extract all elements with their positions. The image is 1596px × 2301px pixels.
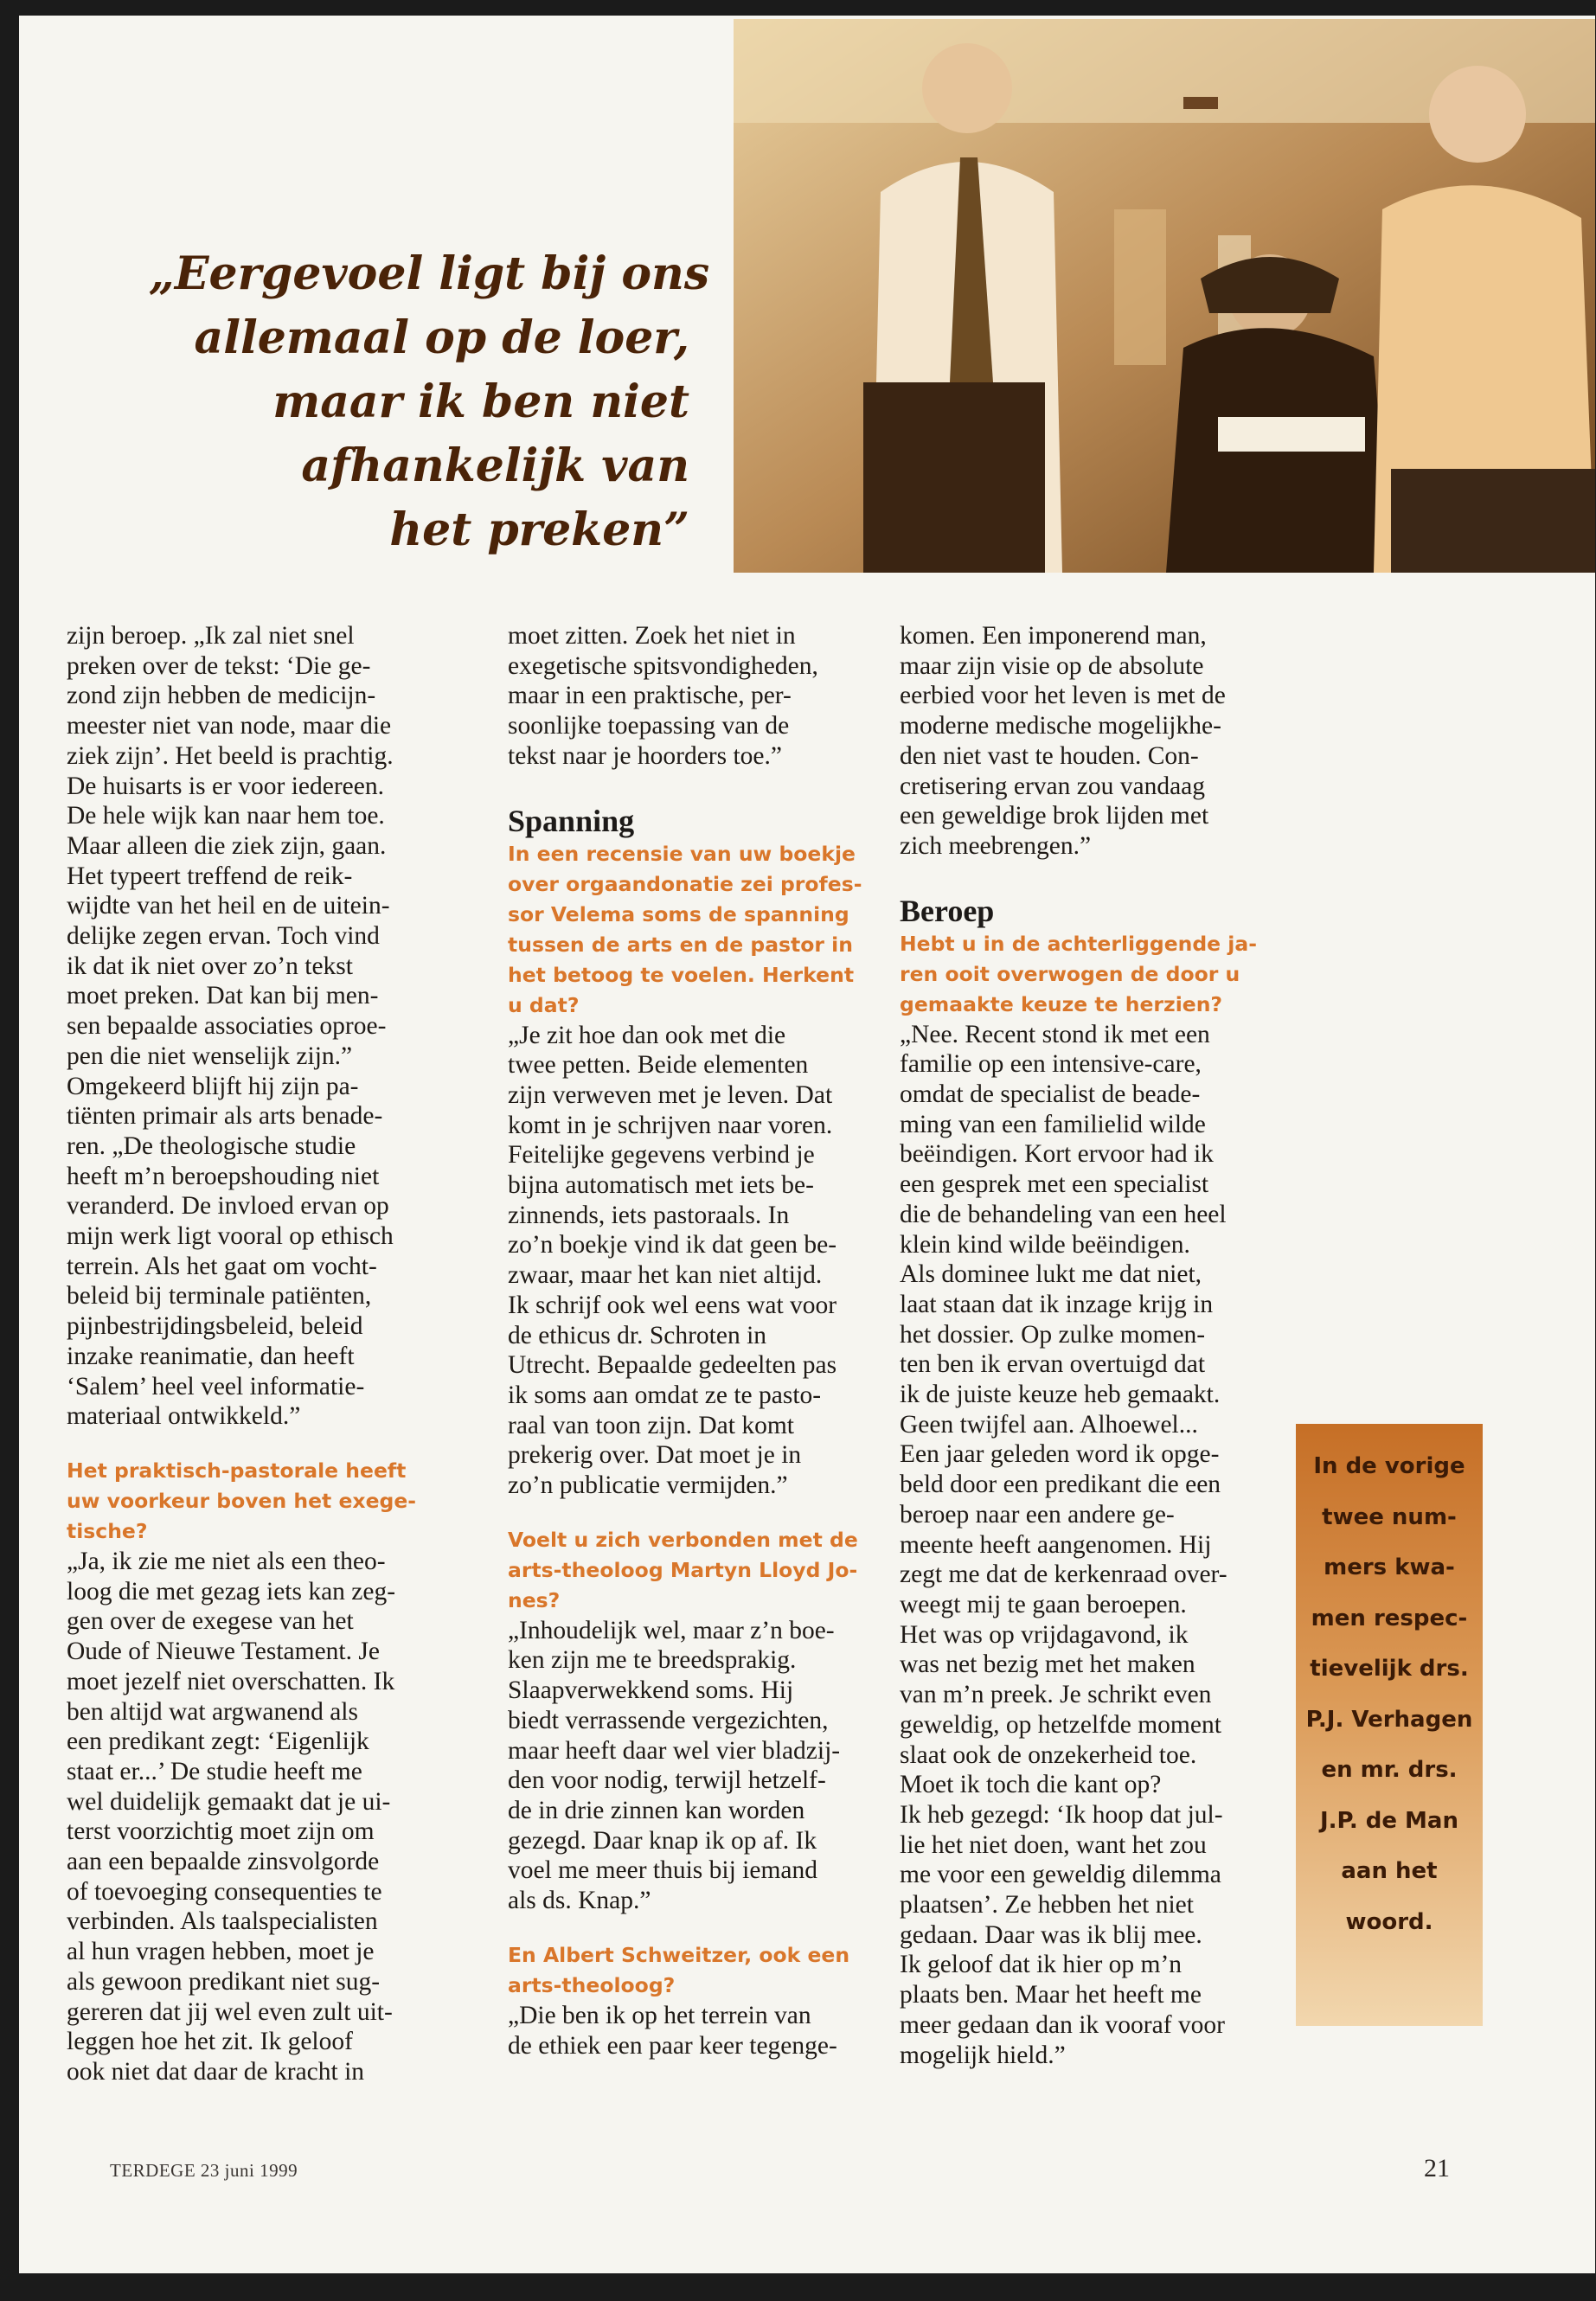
text-column-1	[67, 621, 439, 2087]
text-line: aan een bepaalde zinsvolgorde	[67, 1848, 380, 1876]
text-line: afhankelijk van	[301, 439, 689, 492]
text-line: den voor nodig, terwijl hetzelf-	[508, 1766, 826, 1795]
text-line: de ethicus dr. Schroten in	[508, 1321, 767, 1349]
text-line: moet preken. Dat kan bij men-	[67, 982, 379, 1010]
text-line: twee num-	[1322, 1503, 1457, 1530]
text-line: gemaakte keuze te herzien?	[900, 991, 1223, 1016]
text-line: Ik schrijf ook wel eens wat voor	[508, 1291, 837, 1319]
text-line: of toevoeging consequenties te	[67, 1877, 382, 1906]
text-line: exegetische spitsvondigheden,	[508, 651, 818, 680]
answer-lloyd-jones	[508, 1616, 880, 1916]
text-line: Ik heb gezegd: ‘Ik hoop dat jul-	[900, 1800, 1223, 1829]
question-schweitzer	[508, 1940, 880, 2001]
text-line: zegt me dat de kerkenraad over-	[900, 1561, 1227, 1589]
text-line: als gewoon predikant niet sug-	[67, 1967, 381, 1996]
text-line: „Nee. Recent stond ik met een	[900, 1020, 1210, 1048]
text-line: komt in je schrijven naar voren.	[508, 1111, 833, 1139]
magazine-page	[19, 16, 1595, 2273]
heading-spanning: Spanning	[508, 803, 635, 838]
text-line: Ik geloof dat ik hier op m’n	[900, 1951, 1183, 1979]
text-line: mogelijk hield.”	[900, 2041, 1066, 2069]
text-line: tische?	[67, 1518, 148, 1543]
question-lloyd-jones	[508, 1525, 880, 1616]
text-line: terrein. Als het gaat om vocht-	[67, 1252, 377, 1280]
text-line: „Eergevoel ligt bij ons	[149, 247, 710, 300]
text-line: eerbied voor het leven is met de	[900, 682, 1226, 710]
text-line: preken over de tekst: ‘Die ge-	[67, 651, 371, 680]
text-line: Het typeert treffend de reik-	[67, 862, 353, 890]
text-line: arts-theoloog?	[508, 1972, 676, 1997]
text-line: uw voorkeur boven het exege-	[67, 1488, 417, 1513]
text-line: cretisering ervan zou vandaag	[900, 772, 1206, 800]
text-line: soonlijke toepassing van de	[508, 712, 790, 740]
photo-three-people	[734, 19, 1595, 573]
text-line: raal van toon zijn. Dat komt	[508, 1411, 794, 1439]
text-line: moderne medische mogelijkhe-	[900, 712, 1221, 740]
text-line: wijdte van het heil en de uitein-	[67, 892, 390, 920]
answer-spanning	[508, 1021, 880, 1501]
text-line: klein kind wilde beëindigen.	[900, 1230, 1190, 1259]
text-line: ten ben ik ervan overtuigd dat	[900, 1350, 1206, 1379]
text-line: ben altijd wat argwanend als	[67, 1697, 358, 1726]
text-line: voel me meer thuis bij iemand	[508, 1856, 818, 1885]
text-line: zich meebrengen.”	[900, 831, 1092, 860]
page-number: 21	[1424, 2154, 1450, 2182]
text-line: laat staan dat ik inzage krijg in	[900, 1290, 1214, 1318]
text-line: heeft m’n beroepshouding niet	[67, 1162, 380, 1190]
headline-quote	[149, 242, 710, 562]
text-line: zo’n boekje vind ik dat geen be-	[508, 1231, 837, 1259]
text-column-3	[900, 621, 1272, 2070]
text-line: men respec-	[1311, 1605, 1468, 1631]
text-line: ook niet dat daar de kracht in	[67, 2057, 365, 2086]
text-line: Moet ik toch die kant op?	[900, 1771, 1162, 1799]
text-line: maar in een praktische, per-	[508, 682, 792, 710]
text-line: meente heeft aangenomen. Hij	[900, 1530, 1212, 1559]
text-line: maar zijn visie op de absolute	[900, 651, 1204, 680]
text-line: het dossier. Op zulke momen-	[900, 1320, 1206, 1349]
text-line: als ds. Knap.”	[508, 1887, 651, 1915]
text-line: ren. „De theologische studie	[67, 1131, 356, 1160]
text-column-2	[508, 621, 880, 2061]
text-line: het preken”	[389, 503, 689, 556]
text-line: „Ja, ik zie me niet als een theo-	[67, 1547, 386, 1575]
text-line: zond zijn hebben de medicijn-	[67, 682, 376, 710]
text-line: meester niet van node, maar die	[67, 712, 392, 740]
text-line: aan het	[1341, 1858, 1438, 1884]
text-line: In de vorige	[1313, 1453, 1465, 1479]
text-line: beleid bij terminale patiënten,	[67, 1282, 372, 1311]
text-line: geweldig, op hetzelfde moment	[900, 1710, 1221, 1739]
text-line: bijna automatisch met iets be-	[508, 1171, 814, 1200]
text-line: En Albert Schweitzer, ook een	[508, 1942, 850, 1967]
text-line: Hebt u in de achterliggende ja-	[900, 931, 1257, 956]
text-line: ziek zijn’. Het beeld is prachtig.	[67, 741, 394, 770]
heading-beroep: Beroep	[900, 893, 995, 928]
text-line: zijn verweven met je leven. Dat	[508, 1080, 833, 1109]
question-spanning	[508, 839, 880, 1021]
text-line: was net bezig met het maken	[900, 1650, 1195, 1679]
text-line: gedaan. Daar was ik blij mee.	[900, 1920, 1202, 1949]
text-line: leggen hoe het zit. Ik geloof	[67, 2028, 353, 2056]
text-line: beld door een predikant die een	[900, 1471, 1221, 1499]
text-line: over orgaandonatie zei profes-	[508, 871, 862, 896]
text-line: In een recensie van uw boekje	[508, 841, 856, 866]
text-line: Omgekeerd blijft hij zijn pa-	[67, 1072, 359, 1100]
text-line: J.P. de Man	[1320, 1807, 1458, 1834]
text-line: moet jezelf niet overschatten. Ik	[67, 1667, 395, 1695]
text-line: moet zitten. Zoek het niet in	[508, 622, 796, 650]
text-line: inzake reanimatie, dan heeft	[67, 1342, 355, 1370]
text-line: tussen de arts en de pastor in	[508, 932, 853, 957]
text-line: De hele wijk kan naar hem toe.	[67, 802, 385, 830]
text-line: twee petten. Beide elementen	[508, 1051, 809, 1080]
text-line: De huisarts is er voor iedereen.	[67, 772, 384, 800]
text-line: staat er...’ De studie heeft me	[67, 1757, 362, 1785]
article-photo	[734, 19, 1595, 573]
text-line: gereren dat jij wel even zult uit-	[67, 1997, 393, 2026]
question-praktisch-pastorale	[67, 1456, 439, 1547]
answer-beroep	[900, 1020, 1272, 2071]
text-line: Slaapverwekkend soms. Hij	[508, 1676, 794, 1705]
text-line: sen bepaalde associaties oproe-	[67, 1012, 387, 1041]
text-line: Oude of Nieuwe Testament. Je	[67, 1638, 380, 1666]
text-line: familie op een intensive-care,	[900, 1050, 1202, 1079]
text-line: die de behandeling van een heel	[900, 1200, 1227, 1228]
text-line: u dat?	[508, 992, 580, 1017]
text-line: ming van een familielid wilde	[900, 1110, 1206, 1138]
text-line: ik de juiste keuze heb gemaakt.	[900, 1381, 1221, 1409]
text-line: de in drie zinnen kan worden	[508, 1796, 805, 1824]
text-line: van m’n preek. Je schrikt even	[900, 1681, 1212, 1709]
text-line: materiaal ontwikkeld.”	[67, 1402, 301, 1431]
text-line: verbinden. Als taalspecialisten	[67, 1907, 378, 1936]
text-line: plaatsen’. Ze hebben het niet	[900, 1891, 1194, 1920]
text-line: tekst naar je hoorders toe.”	[508, 741, 782, 770]
sidebar-note	[1296, 1424, 1483, 2026]
footer-publication: TERDEGE 23 juni 1999	[110, 2160, 298, 2181]
text-line: loog die met gezag iets kan zeg-	[67, 1577, 396, 1606]
text-line: „Inhoudelijk wel, maar z’n boe-	[508, 1616, 835, 1644]
text-line: sor Velema soms de spanning	[508, 901, 849, 926]
text-line: de ethiek een paar keer tegenge-	[508, 2031, 837, 2060]
text-line: tiënten primair als arts benade-	[67, 1102, 383, 1131]
text-line: veranderd. De invloed ervan op	[67, 1192, 389, 1221]
text-line: zijn beroep. „Ik zal niet snel	[67, 622, 355, 650]
text-line: pijnbestrijdingsbeleid, beleid	[67, 1312, 363, 1341]
text-line: pen die niet wenselijk zijn.”	[67, 1042, 353, 1070]
text-line: Geen twijfel aan. Alhoewel...	[900, 1410, 1198, 1439]
text-line: Utrecht. Bepaalde gedeelten pas	[508, 1351, 837, 1380]
text-line: allemaal op de loer,	[194, 311, 689, 364]
text-line: Maar alleen die ziek zijn, gaan.	[67, 831, 387, 860]
text-line: beëindigen. Kort ervoor had ik	[900, 1140, 1214, 1169]
text-line: en mr. drs.	[1321, 1757, 1458, 1783]
text-line: Het was op vrijdagavond, ik	[900, 1620, 1189, 1649]
text-line: Als dominee lukt me dat niet,	[900, 1260, 1202, 1289]
text-line: ‘Salem’ heel veel informatie-	[67, 1372, 365, 1400]
text-line: mijn werk ligt vooral op ethisch	[67, 1222, 394, 1251]
text-line: slaat ook de onzekerheid toe.	[900, 1740, 1197, 1769]
text-line: komen. Een imponerend man,	[900, 622, 1207, 650]
text-line: P.J. Verhagen	[1305, 1706, 1473, 1733]
text-line: een predikant zegt: ‘Eigenlijk	[67, 1727, 369, 1756]
text-line: arts-theoloog Martyn Lloyd Jo-	[508, 1557, 858, 1582]
answer-praktisch-pastorale	[67, 1547, 439, 2087]
text-line: Feitelijke gegevens verbind je	[508, 1141, 815, 1170]
text-line: zwaar, maar het kan niet altijd.	[508, 1261, 823, 1290]
text-line: biedt verrassende vergezichten,	[508, 1706, 829, 1734]
text-line: maar heeft daar wel vier bladzij-	[508, 1736, 841, 1765]
text-line: Voelt u zich verbonden met de	[508, 1527, 858, 1552]
text-line: prekerig over. Dat moet je in	[508, 1441, 802, 1470]
column2-intro	[508, 621, 880, 772]
text-line: een gesprek met een specialist	[900, 1170, 1209, 1199]
text-line: ik soms aan omdat ze te pasto-	[508, 1381, 822, 1409]
text-line: al hun vragen hebben, moet je	[67, 1938, 375, 1966]
text-line: beroep naar een andere ge-	[900, 1500, 1175, 1529]
text-line: „Die ben ik op het terrein van	[508, 2001, 811, 2029]
text-line: plaats ben. Maar het heeft me	[900, 1981, 1202, 2009]
text-line: gezegd. Daar knap ik op af. Ik	[508, 1826, 817, 1855]
text-line: nes?	[508, 1587, 561, 1612]
text-line: ik dat ik niet over zo’n tekst	[67, 952, 353, 980]
text-line: ren ooit overwogen de door u	[900, 961, 1240, 986]
text-line: het betoog te voelen. Herkent	[508, 962, 855, 987]
text-line: gen over de exegese van het	[67, 1607, 354, 1636]
text-line: ken zijn me te breedsprakig.	[508, 1646, 797, 1675]
text-line: maar ik ben niet	[272, 375, 689, 428]
column1-body	[67, 621, 439, 1432]
text-line: meer gedaan dan ik vooraf voor	[900, 2010, 1225, 2039]
column3-intro	[900, 621, 1272, 862]
text-line: wel duidelijk gemaakt dat je ui-	[67, 1787, 391, 1816]
text-line: mers kwa-	[1324, 1554, 1455, 1580]
text-line: den niet vast te houden. Con-	[900, 741, 1199, 770]
text-line: terst voorzichtig moet zijn om	[67, 1817, 375, 1846]
text-line: lie het niet doen, want het zou	[900, 1830, 1207, 1859]
text-line: weegt mij te gaan beroepen.	[900, 1590, 1187, 1618]
text-line: woord.	[1345, 1908, 1433, 1935]
text-line: Het praktisch-pastorale heeft	[67, 1458, 407, 1483]
text-line: „Je zit hoe dan ook met die	[508, 1021, 786, 1049]
text-line: omdat de specialist de beade-	[900, 1080, 1201, 1109]
text-line: een geweldige brok lijden met	[900, 802, 1209, 830]
text-line: Een jaar geleden word ik opge-	[900, 1440, 1220, 1469]
text-line: zinnends, iets pastoraals. In	[508, 1201, 790, 1229]
text-line: me voor een geweldig dilemma	[900, 1861, 1221, 1889]
text-line: tievelijk drs.	[1310, 1656, 1469, 1682]
text-line: zo’n publicatie vermijden.”	[508, 1471, 788, 1500]
answer-schweitzer	[508, 2001, 880, 2061]
text-line: delijke zegen ervan. Toch vind	[67, 922, 380, 951]
question-beroep	[900, 929, 1272, 1020]
